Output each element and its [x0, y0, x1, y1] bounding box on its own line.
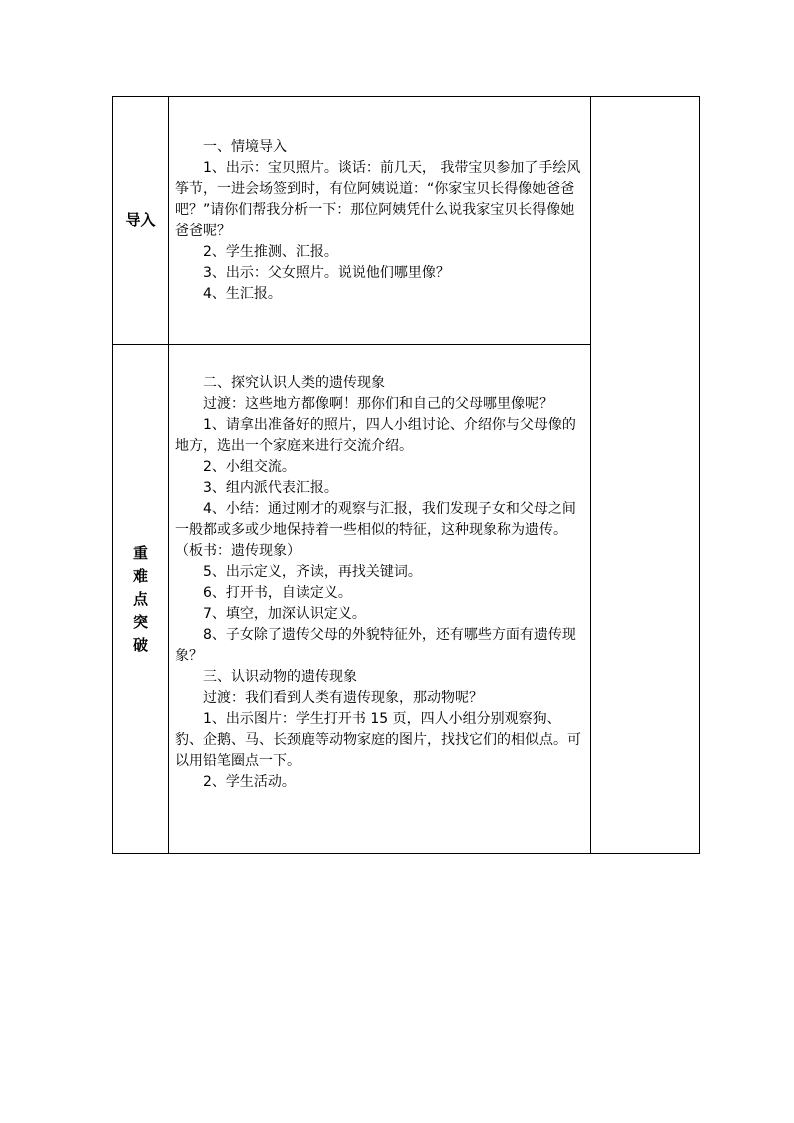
intro-content-cell [169, 97, 591, 345]
key-points-paragraph: 7、填空，加深认识定义。 [203, 606, 366, 622]
key-points-label-char: 破 [132, 635, 148, 654]
key-points-paragraph: 2、学生活动。 [203, 774, 296, 790]
key-points-paragraph: 8、子女除了遗传父母的外貌特征外，还有哪些方面有遗传现象？ [175, 627, 576, 664]
intro-paragraph: 4、生汇报。 [203, 286, 282, 302]
lesson-plan-table [112, 96, 700, 854]
intro-paragraph: 一、情境导入 [203, 139, 287, 155]
key-points-paragraph: 2、小组交流。 [203, 459, 296, 475]
key-points-label [113, 542, 168, 657]
key-points-label-char: 重 [132, 543, 148, 562]
key-points-paragraph: 三、认识动物的遗传现象 [203, 669, 357, 685]
key-points-label-char: 突 [132, 612, 148, 631]
key-points-label-char: 点 [132, 589, 148, 608]
key-points-paragraph: 二、探究认识人类的遗传现象 [203, 375, 385, 391]
intro-paragraph: 3、出示：父女照片。说说他们哪里像？ [203, 265, 450, 281]
key-points-paragraph: 6、打开书，自读定义。 [203, 585, 352, 601]
notes-column-cell [591, 97, 700, 854]
intro-paragraph: 1、出示：宝贝照片。谈话：前几天， 我带宝贝参加了手绘风筝节，一进会场签到时，有位阿姨说道：“你家宝贝长得像她爸爸吧？”请你们帮我分析一下：那位阿姨凭什么说我家宝贝长得像她爸爸呢？ [175, 160, 581, 239]
key-points-content-cell [169, 345, 591, 854]
key-points-paragraph: 5、出示定义，齐读，再找关键词。 [203, 564, 422, 580]
intro-label: 导入 [125, 211, 156, 229]
intro-label-cell [113, 97, 169, 345]
key-points-paragraph: 4、小结：通过刚才的观察与汇报，我们发现子女和父母之间一般都或多或少地保持着一些相似的特征，这种现象称为遗传。（板书：遗传现象） [175, 501, 576, 559]
key-points-paragraph: 过渡：这些地方都像啊！那你们和自己的父母哪里像呢？ [203, 396, 553, 412]
key-points-paragraph: 3、组内派代表汇报。 [203, 480, 338, 496]
intro-paragraph: 2、学生推测、汇报。 [203, 244, 338, 260]
key-points-paragraph: 1、请拿出准备好的照片，四人小组讨论、介绍你与父母像的地方，选出一个家庭来进行交流介绍。 [175, 417, 576, 454]
key-points-paragraph: 1、出示图片：学生打开书 15 页，四人小组分别观察狗、豹、企鹅、马、长颈鹿等动物家庭的图片，找找它们的相似点。可以用铅笔圈点一下。 [175, 711, 581, 769]
key-points-label-cell [113, 345, 169, 854]
key-points-label-char: 难 [132, 566, 148, 585]
key-points-paragraph: 过渡：我们看到人类有遗传现象，那动物呢？ [203, 690, 483, 706]
row-intro [113, 97, 700, 345]
